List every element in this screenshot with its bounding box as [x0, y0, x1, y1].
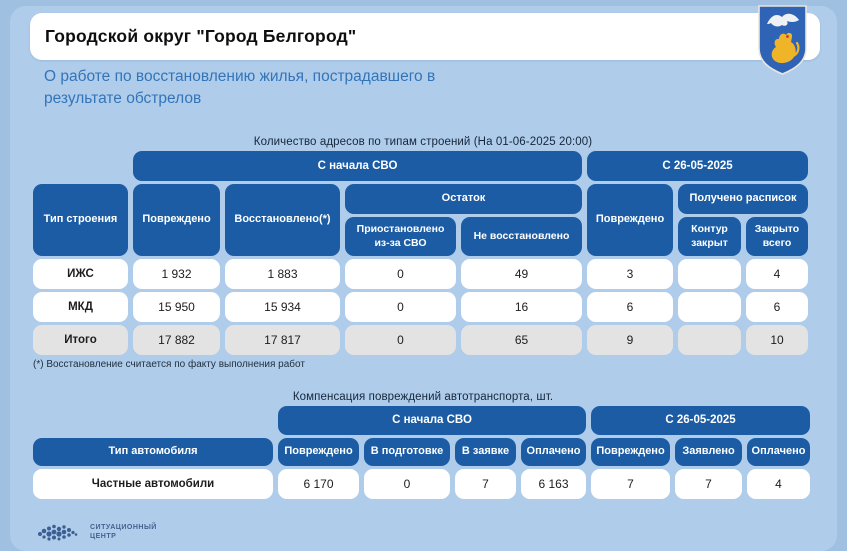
- data-cell: [678, 325, 741, 355]
- data-cell: 16: [461, 292, 582, 322]
- col-header-suspended: Приостановлено из-за СВО: [345, 217, 456, 256]
- col-header-closed-total: Закрыто всего: [746, 217, 808, 256]
- data-cell: 17 817: [225, 325, 340, 355]
- data-cell: 3: [587, 259, 673, 289]
- data-cell: 0: [345, 292, 456, 322]
- row-label: МКД: [33, 292, 128, 322]
- data-cell: 17 882: [133, 325, 220, 355]
- table-row-private-cars: [33, 469, 810, 499]
- data-cell: 0: [364, 469, 450, 499]
- header-row: [33, 184, 808, 214]
- buildings-section: [28, 136, 818, 358]
- data-cell: [678, 292, 741, 322]
- col-header-paid: Оплачено: [521, 438, 586, 466]
- row-label: Частные автомобили: [33, 469, 273, 499]
- data-cell: 0: [345, 325, 456, 355]
- col-header-damaged: Повреждено: [278, 438, 359, 466]
- col-header-vehicle-type: Тип автомобиля: [33, 438, 273, 466]
- data-cell: 15 934: [225, 292, 340, 322]
- header-bar: [30, 13, 820, 60]
- data-cell: 49: [461, 259, 582, 289]
- col-header-receipts: Получено расписок: [678, 184, 808, 214]
- col-header-paid-recent: Оплачено: [747, 438, 810, 466]
- band-since-svo: С начала СВО: [133, 151, 582, 181]
- situation-center-label-line1: СИТУАЦИОННЫЙ: [90, 523, 157, 531]
- col-header-declared: Заявлено: [675, 438, 742, 466]
- col-header-damaged-recent: Повреждено: [587, 184, 673, 256]
- band-since-date: С 26-05-2025: [591, 406, 810, 435]
- page-subtitle-line2: результате обстрелов: [44, 90, 202, 107]
- data-cell: 0: [345, 259, 456, 289]
- table-row-mkd: [33, 292, 808, 322]
- data-cell: 15 950: [133, 292, 220, 322]
- row-label: Итого: [33, 325, 128, 355]
- col-header-not-restored: Не восстановлено: [461, 217, 582, 256]
- header-row: [33, 438, 810, 466]
- data-cell: 1 932: [133, 259, 220, 289]
- col-header-building-type: Тип строения: [33, 184, 128, 256]
- data-cell: 6 163: [521, 469, 586, 499]
- col-header-restored: Восстановлено(*): [225, 184, 340, 256]
- data-cell: 4: [746, 259, 808, 289]
- data-cell: 6: [587, 292, 673, 322]
- band-row: [33, 151, 808, 181]
- data-cell: 6 170: [278, 469, 359, 499]
- spacer-cell: [33, 406, 273, 435]
- col-header-contour-closed: Контур закрыт: [678, 217, 741, 256]
- belgorod-coat-of-arms-icon: [757, 4, 808, 76]
- data-cell: 9: [587, 325, 673, 355]
- col-header-remainder: Остаток: [345, 184, 582, 214]
- table-footnote: (*) Восстановление считается по факту выполнения работ: [33, 359, 305, 370]
- situation-center-logo-icon: [36, 520, 82, 544]
- row-label: ИЖС: [33, 259, 128, 289]
- situation-center-label-line2: ЦЕНТР: [90, 533, 117, 540]
- table-row-izhs: [33, 259, 808, 289]
- col-header-damaged-recent: Повреждено: [591, 438, 670, 466]
- vehicles-table-title: Компенсация повреждений автотранспорта, шт.: [292, 391, 554, 403]
- page-subtitle-line1: О работе по восстановлению жилья, пострадавшего в: [44, 68, 436, 85]
- data-cell: 6: [746, 292, 808, 322]
- vehicles-table: [28, 403, 815, 502]
- footer: [36, 520, 157, 544]
- data-cell: [678, 259, 741, 289]
- data-cell: 10: [746, 325, 808, 355]
- col-header-in-preparation: В подготовке: [364, 438, 450, 466]
- buildings-table-title: Количество адресов по типам строений (На 01-06-2025 20:00): [253, 136, 593, 148]
- vehicles-section: [28, 391, 818, 502]
- data-cell: 1 883: [225, 259, 340, 289]
- band-since-svo: С начала СВО: [278, 406, 586, 435]
- situation-center-label: [90, 523, 157, 542]
- data-cell: 7: [591, 469, 670, 499]
- band-row: [33, 406, 810, 435]
- page-title: Городской округ "Город Белгород": [45, 26, 357, 46]
- spacer-cell: [33, 151, 128, 181]
- col-header-in-request: В заявке: [455, 438, 516, 466]
- data-cell: 65: [461, 325, 582, 355]
- page-subtitle: [44, 66, 564, 110]
- data-cell: 4: [747, 469, 810, 499]
- data-cell: 7: [455, 469, 516, 499]
- data-cell: 7: [675, 469, 742, 499]
- buildings-table: [28, 148, 813, 358]
- band-since-date: С 26-05-2025: [587, 151, 808, 181]
- table-row-total: [33, 325, 808, 355]
- col-header-damaged: Повреждено: [133, 184, 220, 256]
